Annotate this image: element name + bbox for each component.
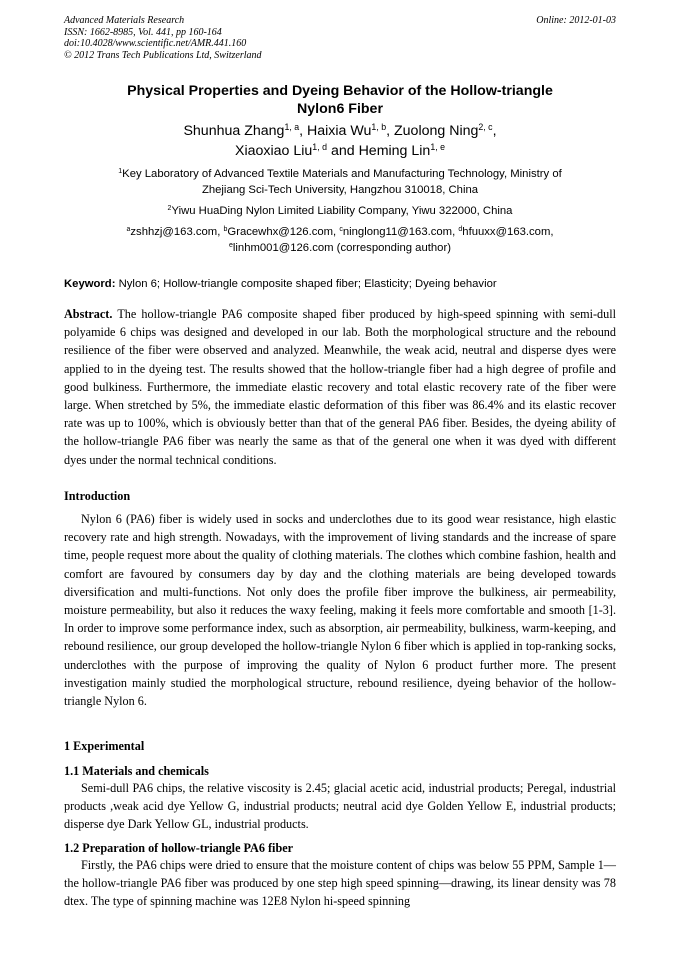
keywords-text: Nylon 6; Hollow-triangle composite shaped fiber; Elasticity; Dyeing behavior (118, 278, 497, 290)
copyright-line: © 2012 Trans Tech Publications Ltd, Switzerland (64, 49, 262, 61)
email-list (64, 224, 616, 256)
email-address: hfuuxx@163.com, (462, 226, 554, 238)
affiliation-sup: 2 (167, 205, 172, 213)
email-sup: b (223, 226, 228, 234)
section-heading-experimental: 1 Experimental (64, 739, 145, 753)
email-sup: e (229, 242, 233, 250)
affiliation-2 (64, 203, 616, 219)
journal-name: Advanced Materials Research (64, 15, 185, 26)
author-name: Zuolong Ning (394, 123, 479, 139)
affiliation-1 (64, 166, 616, 198)
author-name: Heming Lin (358, 142, 431, 159)
author-sup: 1, e (430, 141, 446, 152)
email-sup: c (339, 226, 343, 234)
issn-line: ISSN: 1662-8985, Vol. 441, pp 160-164 (64, 26, 222, 38)
preparation-paragraph: Firstly, the PA6 chips were dried to ensure that the moisture content of chips was below 55 PPM, Sample 1—the hollow-triangle PA6 fiber was produced by one step high speed spinning—drawing, its linear density was 78 dtex. The type of spinning machine was 12E8 Nylon hi-speed spinning (64, 858, 616, 909)
author-list: Shunhua Zhang$^{1, a}$, Haixia Wu$^{1, b}$, Zuolong Ning$^{2, c}$, Xiaoxiao Liu$^{1, d}$ and Heming Lin$^{1, e}$ (183, 122, 497, 159)
subsection-heading-preparation: 1.2 Preparation of hollow-triangle PA6 fiber (64, 841, 294, 855)
abstract (64, 305, 616, 469)
author-sup: 2, c (478, 122, 493, 133)
affiliation-text: Key Laboratory of Advanced Textile Materials and Manufacturing Technology, Ministry of (122, 168, 562, 180)
author-name: Haixia Wu (307, 123, 372, 139)
journal-header (64, 15, 616, 61)
affiliation-text: Zhejiang Sci-Tech University, Hangzhou 310018, China (201, 184, 479, 196)
email-address: zshhzj@163.com, (130, 226, 221, 238)
title-line-2: Nylon6 Fiber (297, 101, 383, 117)
materials-paragraph: Semi-dull PA6 chips, the relative viscosity is 2.45; glacial acetic acid, industrial products; Peregal, industrial products ,weak acid dye Yellow G, industrial products; neutral acid dye Golden Yellow E, industrial products; disperse dye Dark Yellow GL, industrial products. (64, 781, 616, 832)
doi-line: doi:10.4028/www.scientific.net/AMR.441.160 (64, 38, 247, 50)
abstract-text: The hollow-triangle PA6 composite shaped fiber produced by high-speed spinning with semi-dull polyamide 6 chips was designed and developed in our lab. Both the morphological structure and the rebound resilience of the fiber were observed and analyzed. Meanwhile, the weak acid, neutral and disperse dyes were applied to in the dyeing test. The results showed that the hollow-triangle fiber had a high degree of profile and good bulkiness. Furthermore, the immediate elastic recovery and total elastic recovery rate of the fiber were large. When stretched by 5%, the immediate elastic deformation of this fiber was 86.4% and its elastic recover rate was up to 100%, which is obviously better than that of the general PA6 fiber. Besides, the dyeing ability of the hollow-triangle PA6 fiber was nearly the same as that of the general one when it was dyed with different dyes under the normal technical conditions. (64, 307, 617, 467)
introduction-heading: Introduction (64, 489, 131, 503)
author-name: Shunhua Zhang (183, 123, 285, 139)
email-sup: a (126, 226, 131, 234)
author-sup: 1, b (371, 122, 387, 133)
introduction-paragraph: Nylon 6 (PA6) fiber is widely used in socks and underclothes due to its good wear resistance, high elastic recovery rate and high strength. Nowadays, with the improvement of living standards and the increase of spare time, people request more about the quality of clothing materials. The clothes which combine fashion, health and comfort are favoured by consumers day by day and the clothing materials are being developed towards diversification and multi-functions. Not only does the profile fiber improve the bulkiness, air permeability, moisture permeability, but also it reduces the waxy feeling, making it feels more comfortable and smooth [1-3]. In order to improve some performance index, such as absorption, air permeability, bulkiness, warm-keeping, and rebound resilience, our group developed the hollow-triangle Nylon 6 fiber which is applied in top-ranking socks, underclothes with the purpose of improving the quality of Nylon 6 product further more. The present investigation mainly studied the morphological structure, rebound resilience, dyeing behavior of the hollow-triangle Nylon 6. (64, 512, 616, 709)
email-address: linhm001@126.com (corresponding author) (232, 242, 451, 254)
author-sup: 1, d (312, 141, 327, 152)
keywords-label: Keyword: (64, 278, 116, 290)
subsection-heading-materials: 1.1 Materials and chemicals (64, 764, 209, 778)
keywords (64, 276, 616, 292)
author-name: Xiaoxiao Liu (234, 142, 313, 159)
paper-title (64, 82, 616, 118)
email-address: Gracewhx@126.com, (227, 226, 337, 238)
email-address: ninglong11@163.com, (342, 226, 456, 238)
author-conjunction: and (330, 142, 355, 159)
affiliation-text: Yiwu HuaDing Nylon Limited Liability Company, Yiwu 322000, China (171, 205, 513, 217)
email-sup: d (458, 226, 463, 234)
affiliation-sup: 1 (118, 168, 123, 176)
abstract-label: Abstract. (64, 307, 113, 321)
online-date: Online: 2012-01-03 (536, 15, 616, 26)
title-line-1: Physical Properties and Dyeing Behavior of the Hollow-triangle (127, 83, 553, 99)
author-sup: 1, a (284, 122, 300, 133)
